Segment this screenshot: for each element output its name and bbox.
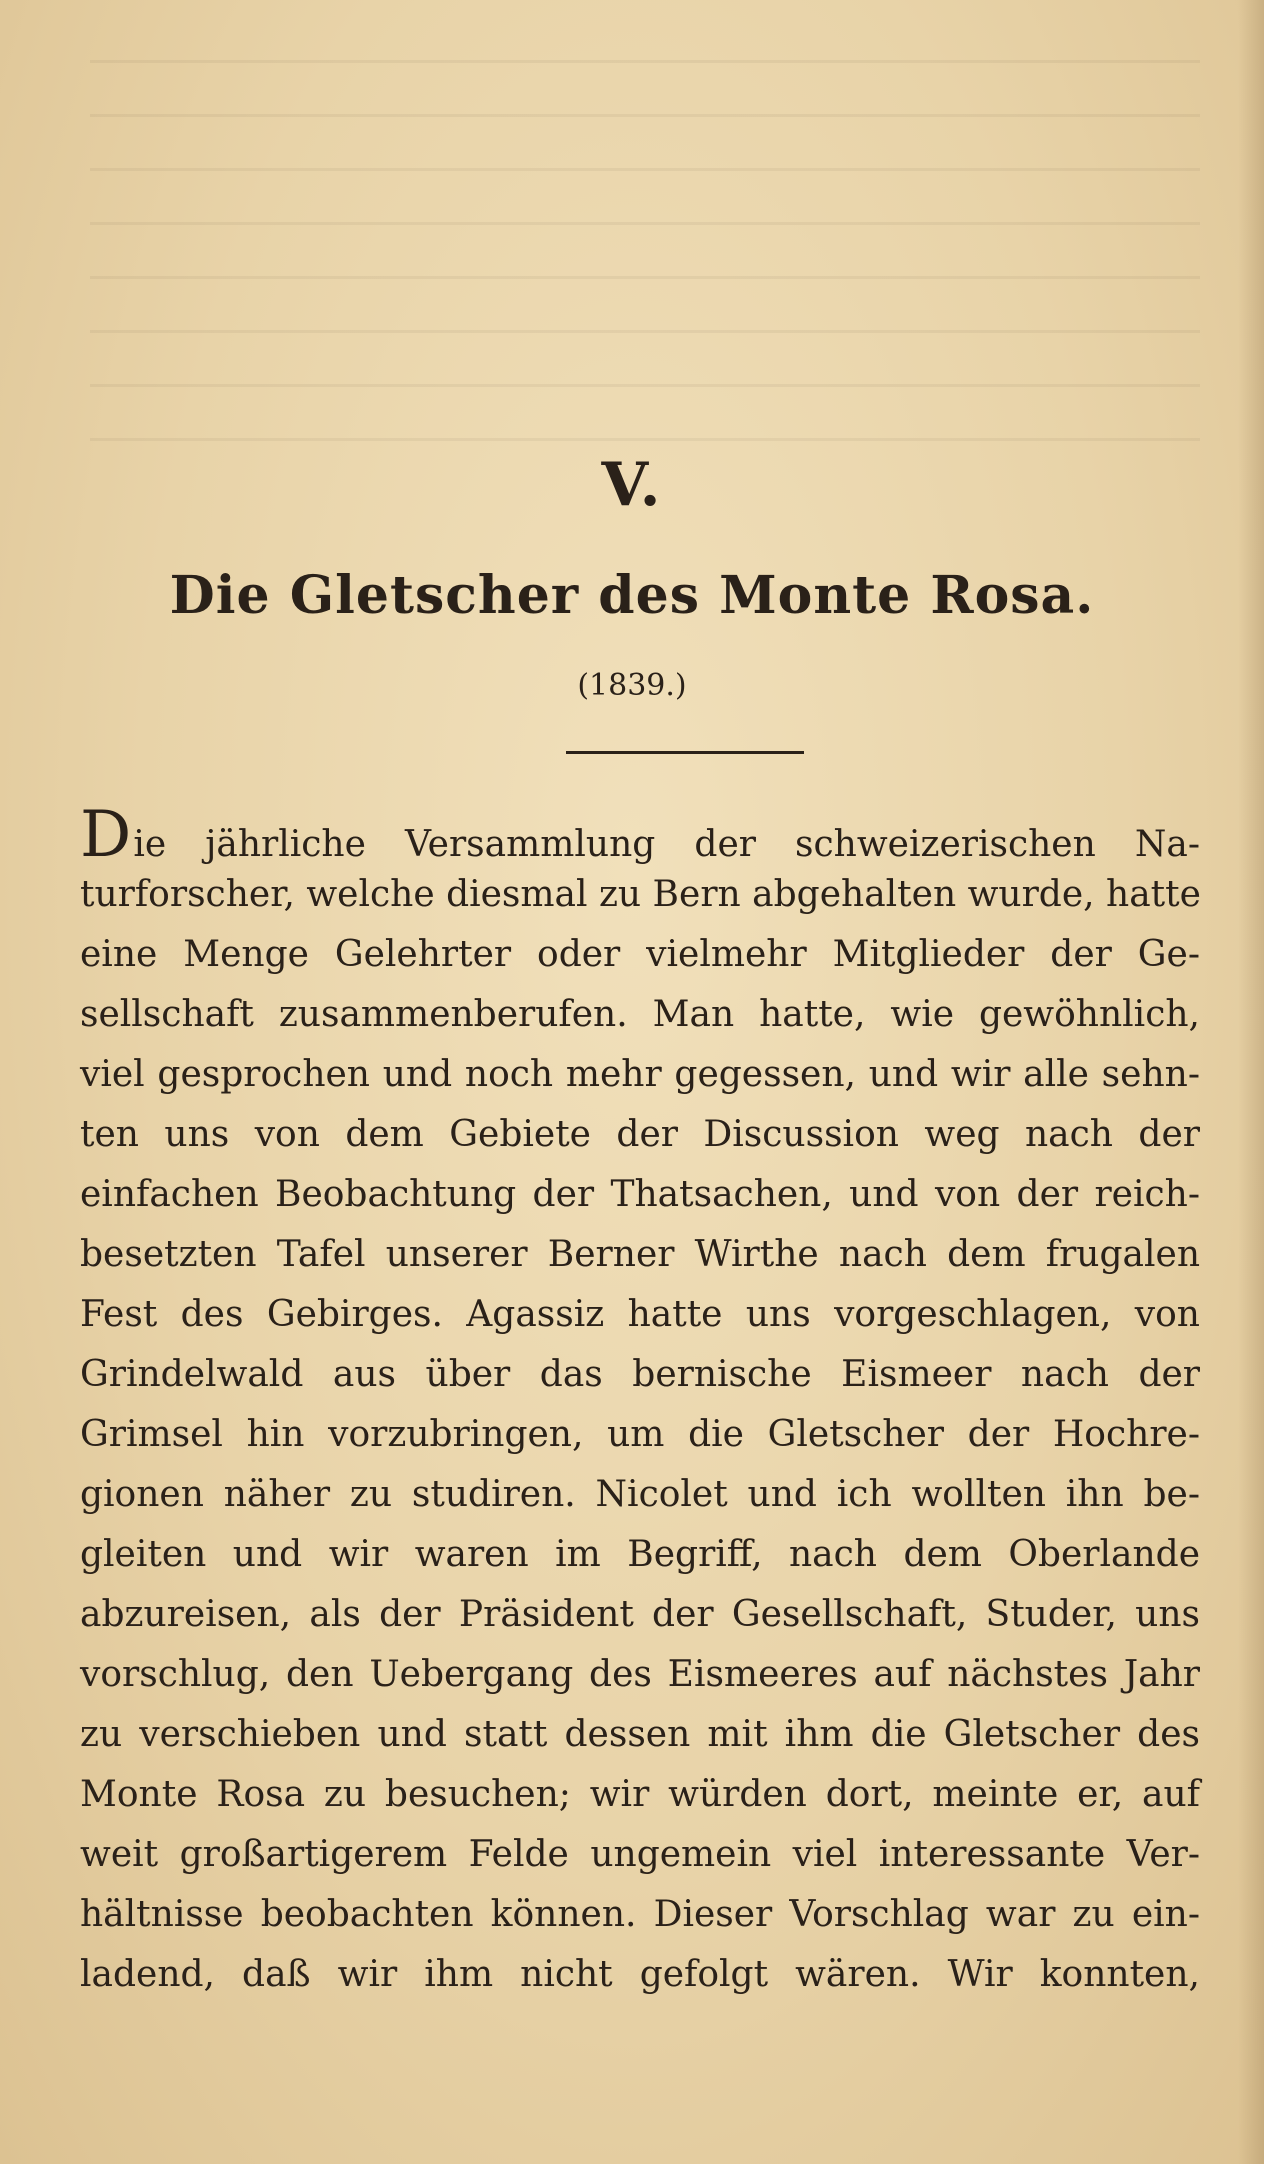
text-line: einfachen Beobachtung der Thatsachen, und von der reich- (80, 1174, 1200, 1215)
first-line-text: ie jährliche Versammlung der schweizerischen Na- (133, 824, 1200, 865)
text-line: zu verschieben und statt dessen mit ihm die Gletscher des (80, 1714, 1200, 1755)
text-line (80, 798, 1200, 872)
text-line: sellschaft zusammenberufen. Man hatte, wie gewöhnlich, (80, 994, 1200, 1035)
text-line: ten uns von dem Gebiete der Discussion weg nach der (80, 1114, 1200, 1155)
text-line: ladend, daß wir ihm nicht gefolgt wären. Wir konnten, (80, 1954, 1200, 1995)
text-line: eine Menge Gelehrter oder vielmehr Mitglieder der Ge- (80, 934, 1200, 975)
text-line: besetzten Tafel unserer Berner Wirthe nach dem frugalen (80, 1234, 1200, 1275)
text-line: turforscher, welche diesmal zu Bern abgehalten wurde, hatte (80, 874, 1201, 915)
text-line: gionen näher zu studiren. Nicolet und ich wollten ihn be- (80, 1474, 1200, 1515)
body-text (80, 798, 1201, 2005)
text-line: Fest des Gebirges. Agassiz hatte uns vorgeschlagen, von (80, 1294, 1200, 1335)
text-line: abzureisen, als der Präsident der Gesellschaft, Studer, uns (80, 1594, 1200, 1635)
text-line: vorschlug, den Uebergang des Eismeeres auf nächstes Jahr (80, 1654, 1200, 1695)
show-through-text (90, 60, 1200, 460)
text-line: viel gesprochen und noch mehr gegessen, und wir alle sehn- (80, 1054, 1200, 1095)
text-line: hältnisse beobachten können. Dieser Vorschlag war zu ein- (80, 1894, 1200, 1935)
chapter-title: Die Gletscher des Monte Rosa. (169, 565, 1095, 626)
chapter-number: V. (601, 450, 663, 520)
text-line: Grimsel hin vorzubringen, um die Gletscher der Hochre- (80, 1414, 1200, 1455)
text-line: Monte Rosa zu besuchen; wir würden dort, meinte er, auf (80, 1774, 1200, 1815)
page-edge-shadow (1238, 0, 1264, 2164)
text-line: Grindelwald aus über das bernische Eismeer nach der (80, 1354, 1200, 1395)
text-line: gleiten und wir waren im Begriff, nach dem Oberlande (80, 1534, 1200, 1575)
chapter-year: (1839.) (577, 668, 687, 703)
title-divider (566, 751, 804, 754)
text-line: weit großartigerem Felde ungemein viel interessante Ver- (80, 1834, 1200, 1875)
drop-initial: D (80, 798, 132, 872)
